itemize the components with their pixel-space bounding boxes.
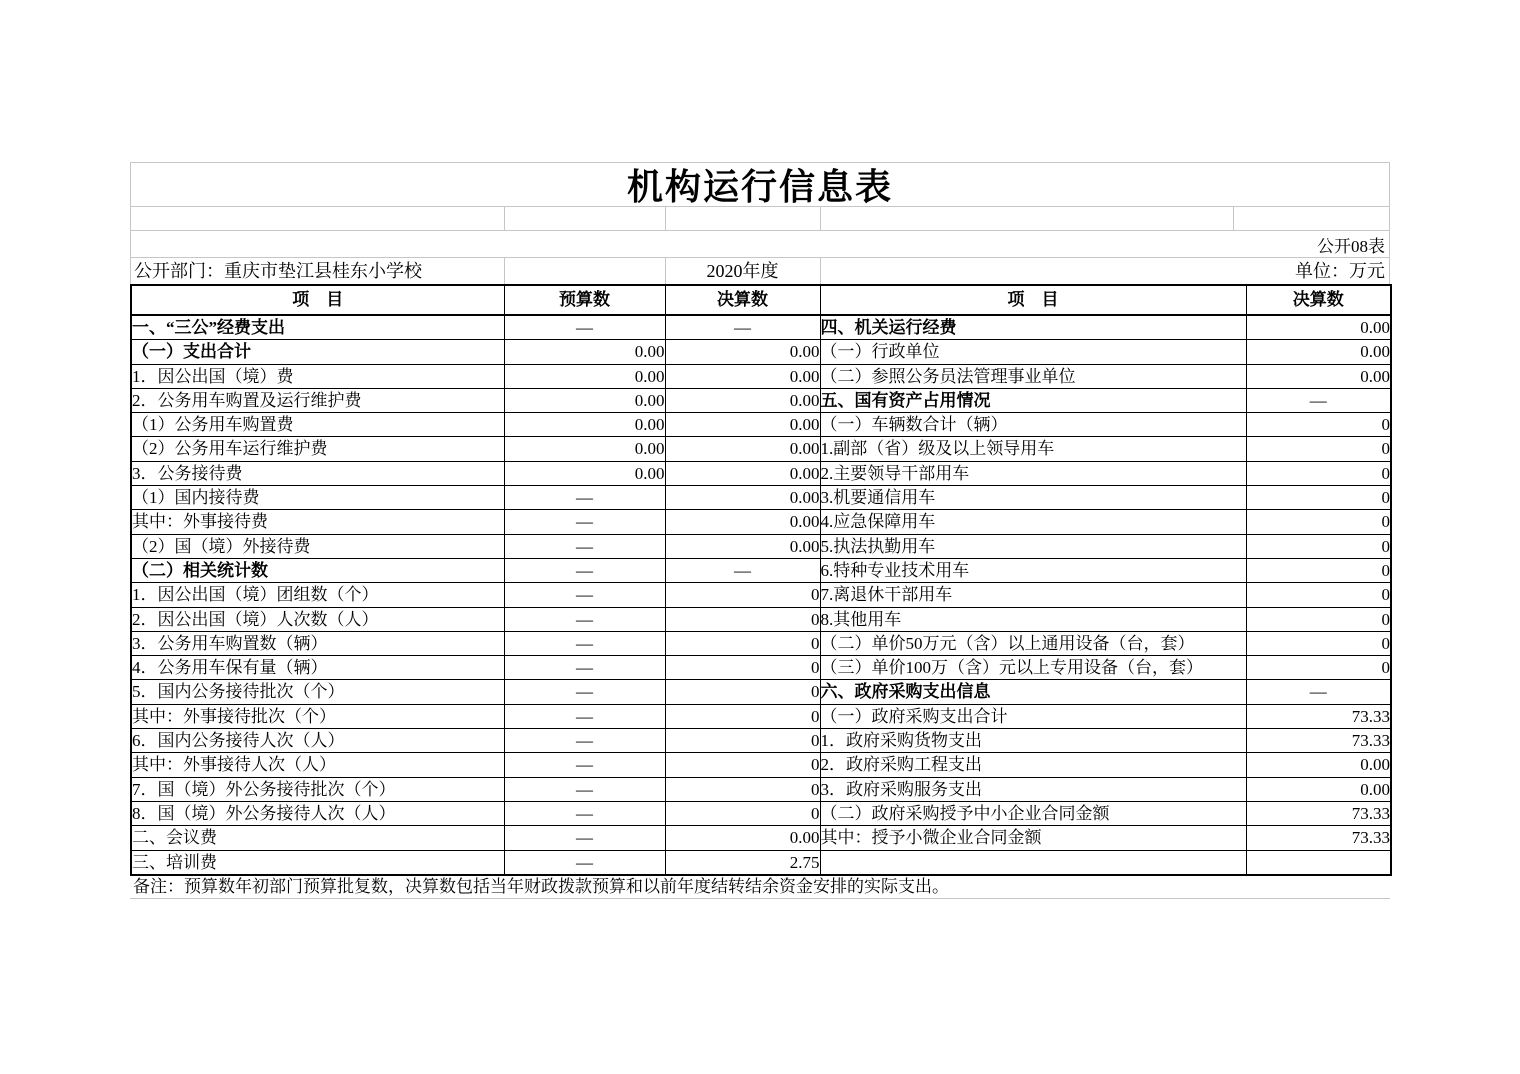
left-item-label: 一、“三公”经费支出 [131,315,504,340]
table-row [131,801,1391,825]
table-row [131,388,1391,412]
department-row [130,258,1390,284]
left-item-label: 5．国内公务接待批次（个） [131,680,504,704]
table-row [131,777,1391,801]
right-item-label: （一）行政单位 [820,340,1246,364]
grid-line [504,207,505,230]
budget-value: — [504,729,665,753]
empty-row [130,207,1390,231]
table-body [131,315,1391,875]
left-item-label: 6．国内公务接待人次（人） [131,729,504,753]
final-value: 0 [665,704,820,728]
table-row [131,850,1391,875]
right-final-value: 0 [1246,583,1391,607]
final-value: 0.00 [665,364,820,388]
budget-value: — [504,680,665,704]
grid-line [504,258,505,284]
budget-value: — [504,607,665,631]
left-item-label: 3．公务用车购置数（辆） [131,631,504,655]
left-item-label: 2．因公出国（境）人次数（人） [131,607,504,631]
budget-value: — [504,534,665,558]
right-item-label: 1．政府采购货物支出 [820,729,1246,753]
right-final-value: 0.00 [1246,315,1391,340]
right-final-value: 0.00 [1246,364,1391,388]
budget-value: 0.00 [504,437,665,461]
right-item-label: 四、机关运行经费 [820,315,1246,340]
final-value: 0 [665,680,820,704]
right-item-label: 六、政府采购支出信息 [820,680,1246,704]
final-value: 0.00 [665,510,820,534]
final-value: 0.00 [665,826,820,850]
right-final-value: 0 [1246,413,1391,437]
column-header-item-right: 项 目 [820,285,1246,315]
table-row [131,461,1391,485]
right-item-label: 其中：授予小微企业合同金额 [820,826,1246,850]
right-item-label: （一）车辆数合计（辆） [820,413,1246,437]
final-value: 0 [665,753,820,777]
left-item-label: 1．因公出国（境）费 [131,364,504,388]
right-item-label: （一）政府采购支出合计 [820,704,1246,728]
right-item-label: 4.应急保障用车 [820,510,1246,534]
right-item-label: （三）单价100万（含）元以上专用设备（台，套） [820,656,1246,680]
final-value: 0.00 [665,413,820,437]
final-value: — [665,558,820,582]
grid-line [1233,207,1234,230]
final-value: 0 [665,607,820,631]
form-code: 公开08表 [1317,236,1385,256]
form-code-row [130,231,1390,258]
final-value: 0.00 [665,461,820,485]
final-value: — [665,315,820,340]
final-value: 0 [665,801,820,825]
right-final-value: 0 [1246,558,1391,582]
budget-value: — [504,510,665,534]
final-value: 2.75 [665,850,820,875]
table-row [131,704,1391,728]
final-value: 0.00 [665,437,820,461]
right-final-value: — [1246,388,1391,412]
table-row [131,486,1391,510]
right-item-label: 3．政府采购服务支出 [820,777,1246,801]
right-item-label [820,850,1246,875]
right-item-label: 6.特种专业技术用车 [820,558,1246,582]
budget-value: — [504,558,665,582]
left-item-label: 8．国（境）外公务接待人次（人） [131,801,504,825]
right-final-value: — [1246,680,1391,704]
grid-line [820,258,821,284]
table-row [131,607,1391,631]
budget-value: 0.00 [504,413,665,437]
budget-value: — [504,315,665,340]
right-final-value: 0 [1246,461,1391,485]
right-item-label: 8.其他用车 [820,607,1246,631]
right-final-value: 0 [1246,631,1391,655]
right-final-value: 0 [1246,534,1391,558]
final-value: 0 [665,656,820,680]
budget-value: — [504,826,665,850]
left-item-label: （一）支出合计 [131,340,504,364]
column-header-final-left: 决算数 [665,285,820,315]
left-item-label: （二）相关统计数 [131,558,504,582]
right-item-label: 1.副部（省）级及以上领导用车 [820,437,1246,461]
right-item-label: 7.离退休干部用车 [820,583,1246,607]
right-final-value: 73.33 [1246,826,1391,850]
final-value: 0 [665,631,820,655]
department-label: 公开部门：重庆市垫江县桂东小学校 [134,261,422,281]
table-row [131,753,1391,777]
right-item-label: 2．政府采购工程支出 [820,753,1246,777]
table-row [131,510,1391,534]
budget-value: — [504,656,665,680]
left-item-label: 其中：外事接待批次（个） [131,704,504,728]
page-title: 机构运行信息表 [626,167,893,207]
right-final-value: 0 [1246,437,1391,461]
table-row [131,413,1391,437]
right-item-label: （二）政府采购授予中小企业合同金额 [820,801,1246,825]
budget-value: — [504,801,665,825]
table-row [131,656,1391,680]
table-row [131,583,1391,607]
right-final-value: 73.33 [1246,729,1391,753]
right-item-label: 五、国有资产占用情况 [820,388,1246,412]
left-item-label: 7．国（境）外公务接待批次（个） [131,777,504,801]
title-row [130,162,1390,207]
left-item-label: 三、培训费 [131,850,504,875]
table-row [131,534,1391,558]
budget-value: 0.00 [504,461,665,485]
left-item-label: 2．公务用车购置及运行维护费 [131,388,504,412]
budget-value: 0.00 [504,388,665,412]
budget-value: — [504,583,665,607]
table-row [131,631,1391,655]
final-value: 0 [665,729,820,753]
table-row [131,315,1391,340]
right-item-label: （二）单价50万元（含）以上通用设备（台，套） [820,631,1246,655]
left-item-label: 3．公务接待费 [131,461,504,485]
right-final-value [1246,850,1391,875]
left-item-label: 二、会议费 [131,826,504,850]
left-item-label: 其中：外事接待人次（人） [131,753,504,777]
column-header-final-right: 决算数 [1246,285,1391,315]
budget-value: — [504,850,665,875]
fiscal-year: 2020年度 [706,261,779,281]
table-row [131,680,1391,704]
left-item-label: 其中：外事接待费 [131,510,504,534]
budget-value: 0.00 [504,340,665,364]
left-item-label: 1．因公出国（境）团组数（个） [131,583,504,607]
left-item-label: （1）国内接待费 [131,486,504,510]
table-row [131,364,1391,388]
right-final-value: 73.33 [1246,704,1391,728]
table-row [131,729,1391,753]
column-header-item-left: 项 目 [131,285,504,315]
right-final-value: 73.33 [1246,801,1391,825]
right-final-value: 0.00 [1246,777,1391,801]
right-item-label: 2.主要领导干部用车 [820,461,1246,485]
right-final-value: 0 [1246,486,1391,510]
left-item-label: （2）公务用车运行维护费 [131,437,504,461]
right-final-value: 0 [1246,656,1391,680]
grid-line [665,207,666,230]
table-row [131,437,1391,461]
table-row [131,826,1391,850]
final-value: 0.00 [665,486,820,510]
table-row [131,340,1391,364]
final-value: 0.00 [665,340,820,364]
right-item-label: 5.执法执勤用车 [820,534,1246,558]
right-final-value: 0 [1246,510,1391,534]
budget-value: — [504,631,665,655]
right-final-value: 0 [1246,607,1391,631]
final-value: 0.00 [665,388,820,412]
budget-value: 0.00 [504,364,665,388]
unit-label: 单位：万元 [1295,261,1385,281]
right-item-label: 3.机要通信用车 [820,486,1246,510]
report-page [130,162,1390,899]
data-table [130,284,1392,876]
footnote: 备注：预算数年初部门预算批复数，决算数包括当年财政拨款预算和以前年度结转结余资金安排的实际支出。 [130,876,1390,899]
left-item-label: 4．公务用车保有量（辆） [131,656,504,680]
budget-value: — [504,486,665,510]
budget-value: — [504,753,665,777]
table-row [131,558,1391,582]
right-final-value: 0.00 [1246,753,1391,777]
final-value: 0 [665,777,820,801]
final-value: 0 [665,583,820,607]
right-item-label: （二）参照公务员法管理事业单位 [820,364,1246,388]
left-item-label: （2）国（境）外接待费 [131,534,504,558]
column-header-budget: 预算数 [504,285,665,315]
left-item-label: （1）公务用车购置费 [131,413,504,437]
budget-value: — [504,777,665,801]
final-value: 0.00 [665,534,820,558]
grid-line [820,207,821,230]
budget-value: — [504,704,665,728]
table-header-row [131,285,1391,315]
right-final-value: 0.00 [1246,340,1391,364]
